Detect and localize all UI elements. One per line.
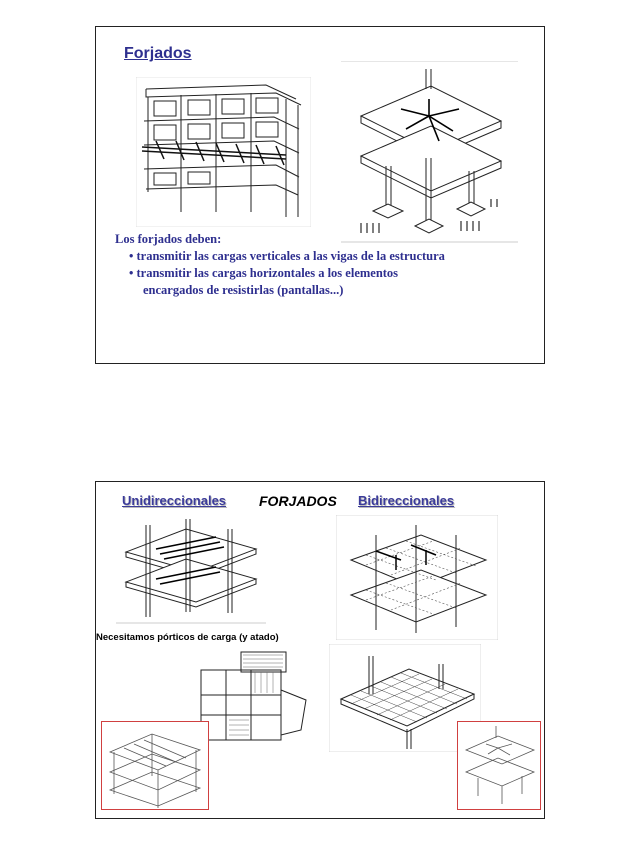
building-frame-thumbnail (101, 721, 209, 810)
label-bidirectional: Bidireccionales (358, 493, 455, 508)
intro-line: Los forjados deben: (115, 232, 222, 246)
frame-building-illustration (136, 77, 311, 227)
flat-slab-load-illustration (341, 61, 518, 243)
bidirectional-slab-illustration (336, 515, 498, 640)
slide-forjados-types (95, 481, 545, 819)
bullet-dot: • (129, 249, 134, 263)
bullet-item-2-continuation: encargados de resistirlas (pantallas...) (143, 283, 344, 297)
slide-title: Forjados (124, 45, 192, 62)
bullet-dot: • (129, 266, 134, 280)
bullet-item-2 (115, 265, 445, 282)
bullet-item-1 (115, 248, 445, 265)
slide-forjados (95, 26, 545, 364)
slab-load-thumbnail (457, 721, 541, 810)
bullet-text: transmitir las cargas horizontales a los elementos (136, 266, 399, 280)
note-text: Necesitamos pórticos de carga (y atado) (96, 632, 279, 643)
floor-plan-illustration (191, 650, 311, 745)
bullet-text: transmitir las cargas verticales a las vigas de la estructura (136, 249, 445, 263)
slide-body-text (115, 231, 445, 299)
label-unidirectional: Unidireccionales (122, 493, 227, 508)
label-center-title: FORJADOS (259, 493, 337, 509)
unidirectional-slab-illustration (116, 517, 266, 625)
building-frame-drawing (102, 722, 208, 809)
slab-load-drawing (458, 722, 540, 809)
